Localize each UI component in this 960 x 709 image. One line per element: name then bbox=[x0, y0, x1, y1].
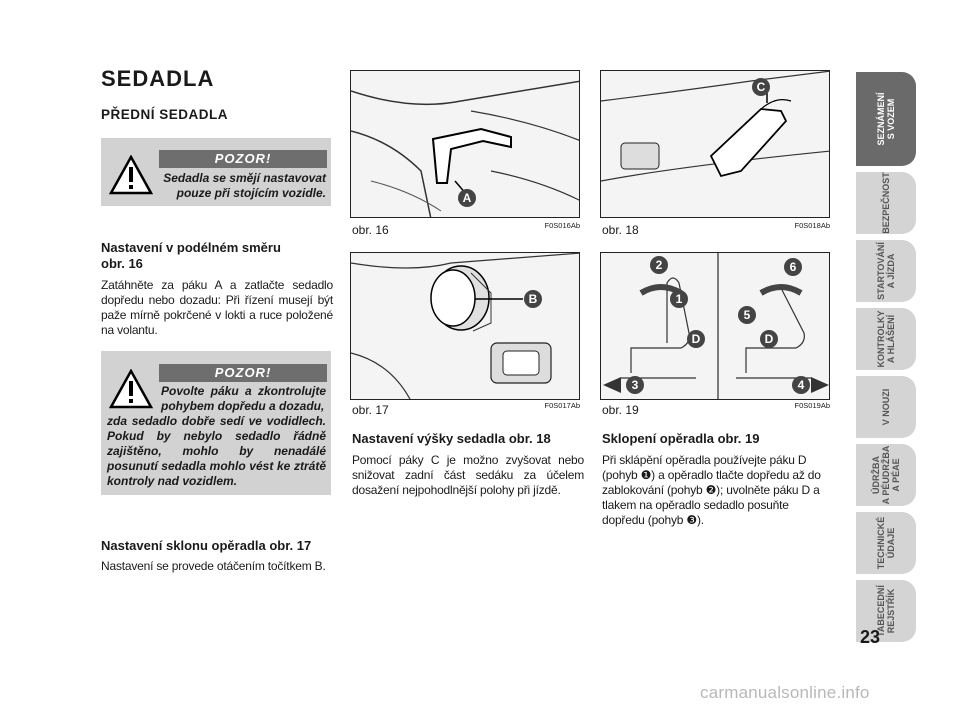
figure-caption-18: obr. 18 bbox=[602, 223, 639, 237]
section-heading-2: Nastavení sklonu opěradla obr. 17 bbox=[101, 538, 312, 553]
seat-height-lever-drawing bbox=[601, 71, 830, 218]
tab-kontrolky[interactable]: KONTROLKY A HLÁŠENÍ bbox=[856, 308, 916, 370]
watermark: carmanualsonline.info bbox=[700, 683, 870, 702]
tab-v-nouzi[interactable]: V NOUZI bbox=[856, 376, 916, 438]
warning-triangle-icon bbox=[109, 155, 153, 195]
tab-rejstrik[interactable]: TABECEDNÍ REJSTŘÍK bbox=[856, 580, 916, 642]
tab-startovani[interactable]: STARTOVÁNÍ A JÍZDA bbox=[856, 240, 916, 302]
page-title: SEDADLA bbox=[101, 66, 215, 91]
tab-technicke[interactable]: TECHNICKÉ ÚDAJE bbox=[856, 512, 916, 574]
warning-triangle-icon-2 bbox=[109, 369, 153, 409]
callout-4: 4 bbox=[797, 378, 805, 392]
tab-bezpecnost[interactable]: BEZPEČNOST bbox=[856, 172, 916, 234]
callout-2: 2 bbox=[655, 258, 663, 272]
callout-6: 6 bbox=[789, 260, 797, 274]
figure-caption-17: obr. 17 bbox=[352, 403, 389, 417]
section-heading-3: Nastavení výšky sedadla obr. 18 bbox=[352, 431, 551, 446]
figure-code-19: F0S019Ab bbox=[794, 401, 830, 410]
warning-label-2: POZOR! bbox=[159, 364, 327, 382]
figure-17 bbox=[350, 252, 580, 400]
section-text: Zatáhněte za páku A a zatlačte sedadlo dopředu nebo dozadu: Při řízení musejí být paže mírně pokrčené v lokti a ruce položené na volantu. bbox=[101, 278, 333, 337]
section-heading: Nastavení v podélném směru obr. 16 bbox=[101, 240, 281, 271]
figure-caption: obr. 16 bbox=[352, 223, 389, 237]
callout-3: 3 bbox=[631, 378, 639, 392]
seat-knob-drawing bbox=[351, 253, 580, 400]
figure-18 bbox=[600, 70, 830, 218]
callout-1: 1 bbox=[675, 292, 683, 306]
seat-lever-drawing bbox=[351, 71, 580, 218]
warning-text-2b: zda sedadlo dobře sedí ve vodidlech. Pokud by nebylo sedadlo řádně zajištěno, mohlo by nenadálé posunutí sedadla mohlo vést ke ztrátě kontroly nad vozidlem. bbox=[107, 414, 326, 488]
section-text-2: Nastavení se provede otáčením točítkem B. bbox=[101, 559, 326, 573]
callout-d-left: D bbox=[691, 332, 701, 346]
figure-16 bbox=[350, 70, 580, 218]
callout-b: B bbox=[528, 292, 538, 306]
tab-udrzba[interactable]: ÚDRŽBA A PÉUDRŽBA A PÉAE bbox=[856, 444, 916, 506]
tab-seznameni[interactable]: SEZNÁMENÍ S VOZEM bbox=[856, 72, 916, 166]
callout-5: 5 bbox=[743, 308, 751, 322]
section-subtitle: PŘEDNÍ SEDADLA bbox=[101, 107, 229, 122]
page-number: 23 bbox=[860, 627, 881, 647]
callout-d-right: D bbox=[764, 332, 774, 346]
warning-label: POZOR! bbox=[159, 150, 327, 168]
seatback-fold-drawing bbox=[601, 253, 830, 400]
figure-caption-19: obr. 19 bbox=[602, 403, 639, 417]
figure-code: F0S016Ab bbox=[544, 221, 580, 230]
warning-text-2a: Povolte páku a zkontrolujte pohybem dopředu a dozadu, bbox=[161, 384, 326, 413]
figure-code-17: F0S017Ab bbox=[544, 401, 580, 410]
figure-19 bbox=[600, 252, 830, 400]
callout-c: C bbox=[756, 80, 766, 94]
callout-a: A bbox=[462, 191, 472, 205]
figure-code-18: F0S018Ab bbox=[794, 221, 830, 230]
warning-box bbox=[101, 138, 331, 206]
warning-box-2 bbox=[101, 351, 331, 495]
warning-text: Sedadla se smějí nastavovat pouze při stojícím vozidle. bbox=[163, 171, 326, 200]
section-text-3: Pomocí páky C je možno zvyšovat nebo snižovat zadní část sedáku za účelem dosažení nejpohodlnější polohy při jízdě. bbox=[352, 453, 584, 497]
section-heading-4: Sklopení opěradla obr. 19 bbox=[602, 431, 760, 446]
section-text-4: Při sklápění opěradla používejte páku D (pohyb ❶) a opěradlo tlačte dopředu až do zablokování (pohyb ❷); uvolněte páku D a tlakem na opěradlo sedadlo posuňte dopředu (pohyb ❸). bbox=[602, 453, 821, 527]
